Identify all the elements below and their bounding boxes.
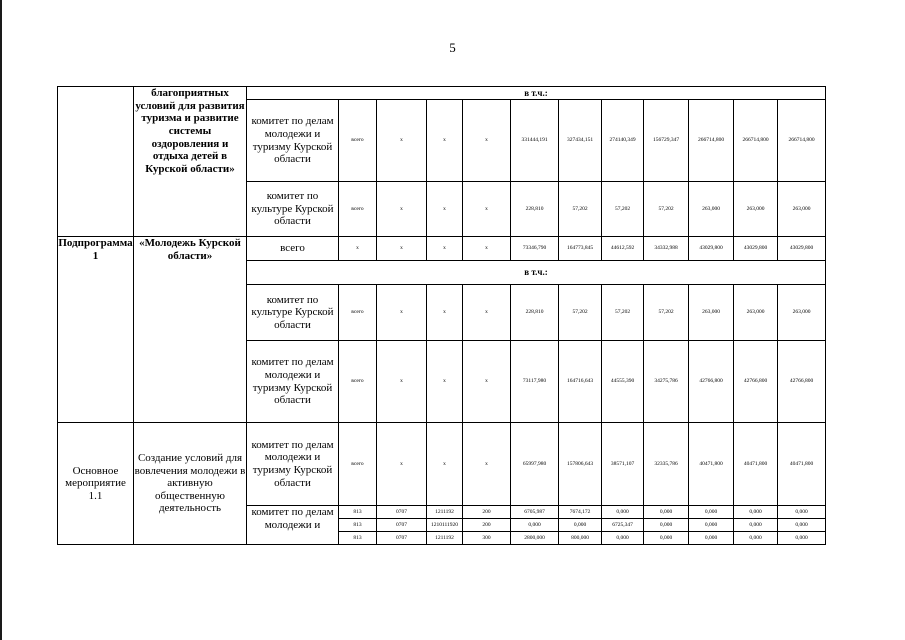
- rz-cell: x: [377, 237, 427, 261]
- cs-cell: 1210111920: [427, 519, 463, 532]
- value-cell: 266714,800: [689, 100, 734, 182]
- value-cell: 38571,107: [602, 423, 644, 506]
- value-cell: 34275,786: [644, 341, 689, 423]
- value-cell: 73346,790: [511, 237, 559, 261]
- value-cell: 65997,980: [511, 423, 559, 506]
- vr-cell: x: [463, 100, 511, 182]
- value-cell: 34332,988: [644, 237, 689, 261]
- rz-cell: x: [377, 285, 427, 341]
- value-cell: 800,000: [559, 532, 602, 545]
- grbs-cell: 813: [339, 532, 377, 545]
- value-cell: 73117,980: [511, 341, 559, 423]
- value-cell: 0,000: [734, 519, 778, 532]
- cs-cell: 1211192: [427, 532, 463, 545]
- page-edge: [0, 0, 2, 640]
- value-cell: 0,000: [511, 519, 559, 532]
- value-cell: 57,202: [602, 285, 644, 341]
- vr-cell: 200: [463, 506, 511, 519]
- value-cell: 57,202: [559, 182, 602, 237]
- value-cell: 7674,172: [559, 506, 602, 519]
- rz-cell: x: [377, 100, 427, 182]
- responsible-cell: комитет по делам молодежи и туризму Курской области: [247, 341, 339, 423]
- value-cell: 266714,800: [778, 100, 826, 182]
- cs-cell: x: [427, 423, 463, 506]
- program-name-cell: благоприятных условий для развития туризма и развитие системы оздоровления и отдыха детей в Курской области»: [134, 87, 247, 237]
- responsible-cell: комитет по делам молодежи и: [247, 506, 339, 545]
- vr-cell: x: [463, 341, 511, 423]
- value-cell: 263,000: [778, 285, 826, 341]
- vr-cell: x: [463, 182, 511, 237]
- rz-cell: 0707: [377, 519, 427, 532]
- value-cell: 331444,191: [511, 100, 559, 182]
- grbs-cell: x: [339, 237, 377, 261]
- responsible-cell: комитет по делам молодежи и туризму Курской области: [247, 423, 339, 506]
- value-cell: 0,000: [602, 532, 644, 545]
- cs-cell: x: [427, 285, 463, 341]
- value-cell: 6725,347: [602, 519, 644, 532]
- value-cell: 2800,000: [511, 532, 559, 545]
- including-header: в т.ч.:: [247, 261, 826, 285]
- value-cell: 57,202: [559, 285, 602, 341]
- page-number: 5: [449, 40, 456, 55]
- rz-cell: 0707: [377, 506, 427, 519]
- value-cell: 0,000: [778, 532, 826, 545]
- grbs-cell: всего: [339, 285, 377, 341]
- value-cell: 0,000: [644, 532, 689, 545]
- cs-cell: x: [427, 341, 463, 423]
- table-row: [58, 237, 826, 261]
- value-cell: 157806,643: [559, 423, 602, 506]
- subprogram-cell: Подпрограмма 1: [58, 237, 134, 423]
- responsible-cell: комитет по культуре Курской области: [247, 285, 339, 341]
- value-cell: 263,000: [778, 182, 826, 237]
- rz-cell: x: [377, 182, 427, 237]
- budget-table: [57, 86, 826, 545]
- grbs-cell: всего: [339, 341, 377, 423]
- value-cell: 0,000: [602, 506, 644, 519]
- value-cell: 42766,800: [734, 341, 778, 423]
- value-cell: 0,000: [644, 506, 689, 519]
- value-cell: 40471,800: [689, 423, 734, 506]
- value-cell: 40471,800: [778, 423, 826, 506]
- value-cell: 263,000: [689, 182, 734, 237]
- vr-cell: x: [463, 285, 511, 341]
- program-cell-empty: [58, 87, 134, 237]
- cs-cell: x: [427, 100, 463, 182]
- value-cell: 0,000: [734, 506, 778, 519]
- value-cell: 42766,800: [689, 341, 734, 423]
- value-cell: 42766,800: [778, 341, 826, 423]
- main-event-name-cell: Создание условий для вовлечения молодежи в активную общественную деятельность: [134, 423, 247, 545]
- value-cell: 0,000: [778, 506, 826, 519]
- value-cell: 164773,845: [559, 237, 602, 261]
- cs-cell: x: [427, 182, 463, 237]
- main-event-cell: Основное мероприятие 1.1: [58, 423, 134, 545]
- vr-cell: 300: [463, 532, 511, 545]
- value-cell: 228,810: [511, 285, 559, 341]
- grbs-cell: 813: [339, 506, 377, 519]
- value-cell: 43029,800: [778, 237, 826, 261]
- value-cell: 0,000: [734, 532, 778, 545]
- rz-cell: 0707: [377, 532, 427, 545]
- grbs-cell: всего: [339, 182, 377, 237]
- value-cell: 0,000: [559, 519, 602, 532]
- responsible-cell: комитет по делам молодежи и туризму Курской области: [247, 100, 339, 182]
- rz-cell: x: [377, 341, 427, 423]
- responsible-cell: комитет по культуре Курской области: [247, 182, 339, 237]
- value-cell: 0,000: [778, 519, 826, 532]
- value-cell: 43029,800: [689, 237, 734, 261]
- cs-cell: x: [427, 237, 463, 261]
- responsible-cell: всего: [247, 237, 339, 261]
- value-cell: 263,000: [734, 182, 778, 237]
- cs-cell: 1211192: [427, 506, 463, 519]
- value-cell: 57,202: [644, 182, 689, 237]
- value-cell: 0,000: [689, 519, 734, 532]
- value-cell: 0,000: [689, 506, 734, 519]
- grbs-cell: 813: [339, 519, 377, 532]
- table-row: [58, 423, 826, 506]
- rz-cell: x: [377, 423, 427, 506]
- value-cell: 57,202: [644, 285, 689, 341]
- grbs-cell: всего: [339, 423, 377, 506]
- value-cell: 156729,347: [644, 100, 689, 182]
- value-cell: 0,000: [644, 519, 689, 532]
- including-header: в т.ч.:: [247, 87, 826, 100]
- value-cell: 263,000: [734, 285, 778, 341]
- value-cell: 44555,390: [602, 341, 644, 423]
- vr-cell: 200: [463, 519, 511, 532]
- value-cell: 266714,800: [734, 100, 778, 182]
- value-cell: 43029,800: [734, 237, 778, 261]
- value-cell: 0,000: [689, 532, 734, 545]
- vr-cell: x: [463, 423, 511, 506]
- value-cell: 32335,786: [644, 423, 689, 506]
- value-cell: 164716,643: [559, 341, 602, 423]
- value-cell: 263,000: [689, 285, 734, 341]
- value-cell: 274140,349: [602, 100, 644, 182]
- value-cell: 327434,151: [559, 100, 602, 182]
- value-cell: 44612,592: [602, 237, 644, 261]
- grbs-cell: всего: [339, 100, 377, 182]
- value-cell: 228,810: [511, 182, 559, 237]
- value-cell: 57,202: [602, 182, 644, 237]
- value-cell: 40471,800: [734, 423, 778, 506]
- value-cell: 6705,987: [511, 506, 559, 519]
- subprogram-name-cell: «Молодежь Курской области»: [134, 237, 247, 423]
- vr-cell: x: [463, 237, 511, 261]
